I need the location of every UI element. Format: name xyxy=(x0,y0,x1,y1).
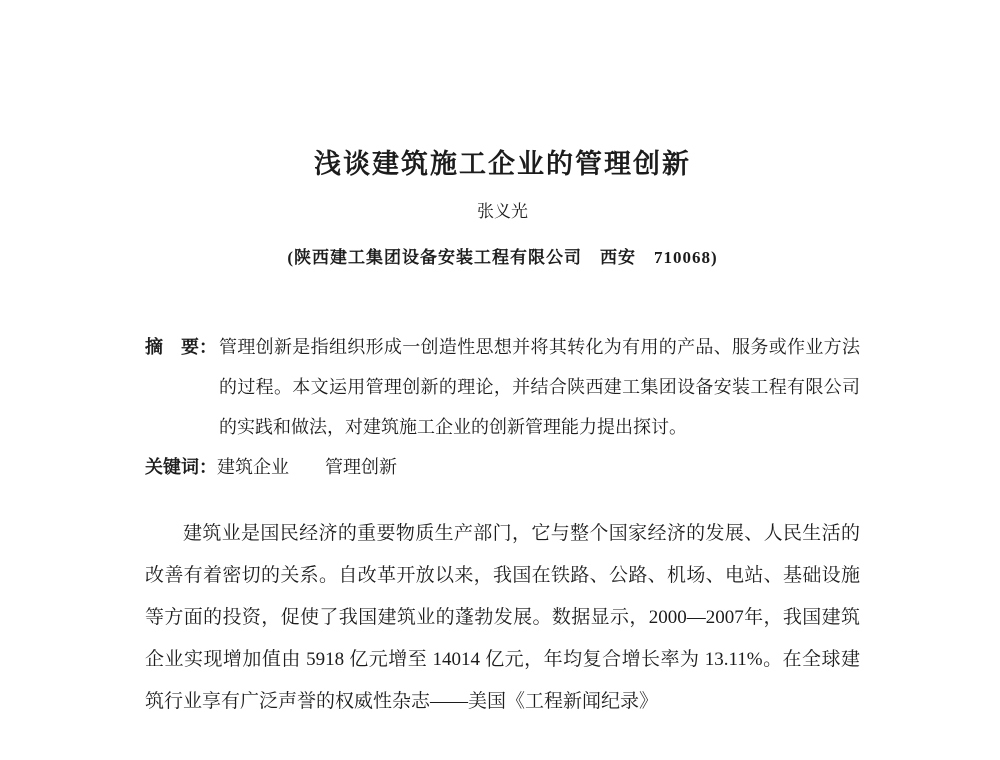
abstract-text: 管理创新是指组织形成一创造性思想并将其转化为有用的产品、服务或作业方法的过程。本文运用管理创新的理论，并结合陕西建工集团设备安装工程有限公司的实践和做法，对建筑施工企业的创新管理能力提出探讨。 xyxy=(219,337,860,437)
paper-author: 张义光 xyxy=(477,202,528,221)
keywords-block xyxy=(145,447,860,487)
abstract-block xyxy=(145,327,860,447)
keywords-text: 建筑企业 管理创新 xyxy=(217,457,397,477)
abstract-label: 摘 要： xyxy=(145,337,217,357)
keywords-label: 关键词： xyxy=(145,457,217,477)
body-paragraph: 建筑业是国民经济的重要物质生产部门，它与整个国家经济的发展、人民生活的改善有着密切的关系。自改革开放以来，我国在铁路、公路、机场、电站、基础设施等方面的投资，促使了我国建筑业的蓬勃发展。数据显示，2000—2007年，我国建筑企业实现增加值由 5918 亿元增至 14014 亿元，年均复合增长率为 13.11%。在全球建筑行业享有广泛声誉的权威性杂志——美国《工程新闻纪录》 xyxy=(145,523,860,712)
paper-affiliation: (陕西建工集团设备安装工程有限公司 西安 710068) xyxy=(287,248,718,267)
paper-title: 浅谈建筑施工企业的管理创新 xyxy=(314,149,691,179)
page-content xyxy=(145,0,860,742)
